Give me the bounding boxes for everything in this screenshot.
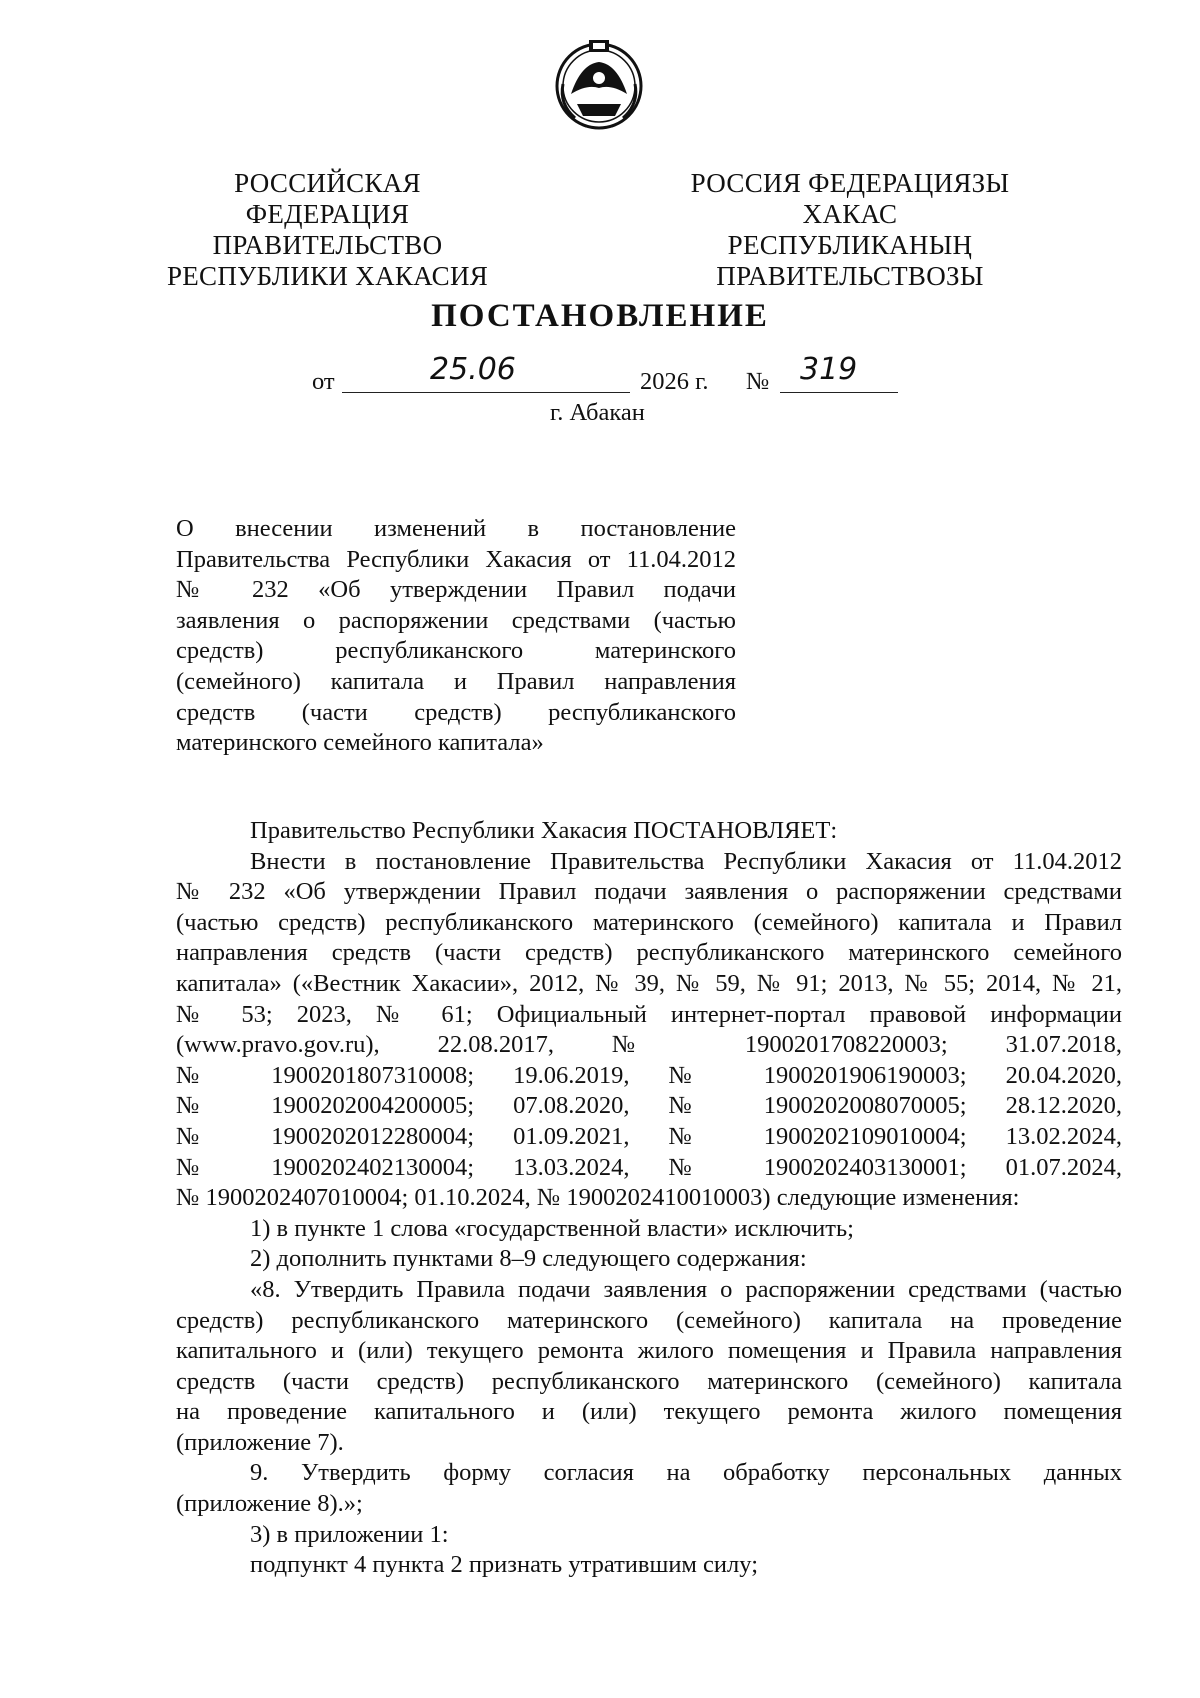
item-line: 2) дополнить пунктами 8–9 следующего содержания:	[250, 1245, 807, 1273]
paragraph-line: капитала» («Вестник Хакасии», 2012, № 39, № 59, № 91; 2013, № 55; 2014, № 21,	[176, 969, 1122, 997]
paragraph-line: № 232 «Об утверждении Правил подачи заявления о распоряжении средствами	[176, 878, 1122, 906]
paragraph-line: Внести в постановление Правительства Республики Хакасия от 11.04.2012	[250, 847, 1122, 875]
header-right-line: ПРАВИТЕЛЬСТВОЗЫ	[716, 261, 984, 291]
paragraph-line: 9. Утвердить форму согласия на обработку персональных данных	[250, 1459, 1122, 1487]
header-right	[680, 168, 1020, 292]
date-prefix: от	[312, 368, 335, 395]
subject-line: Правительства Республики Хакасия от 11.04.2012	[176, 545, 736, 573]
subject-line: средств (части средств) республиканского	[176, 698, 736, 726]
paragraph-line: № 1900201807310008; 19.06.2019, № 1900201906190003; 20.04.2020,	[176, 1061, 1122, 1089]
item-line: подпункт 4 пункта 2 признать утратившим силу;	[250, 1551, 759, 1579]
subject-line: (семейного) капитала и Правил направления	[176, 667, 736, 695]
year-label: 2026 г.	[640, 368, 709, 395]
subject-block	[176, 514, 736, 759]
paragraph-line: № 1900202402130004; 13.03.2024, № 1900202403130001; 01.07.2024,	[176, 1153, 1122, 1181]
paragraph-line: (приложение 7).	[176, 1428, 344, 1456]
number-sign: №	[746, 368, 770, 395]
paragraph-line: средств) республиканского материнского (семейного) капитала на проведение	[176, 1306, 1122, 1334]
paragraph-line: «8. Утвердить Правила подачи заявления о распоряжении средствами (частью	[250, 1275, 1122, 1303]
handwritten-date: 25.06	[430, 352, 516, 387]
paragraph-line: (приложение 8).»;	[176, 1490, 363, 1518]
coat-of-arms-emblem	[551, 34, 647, 134]
document-title: ПОСТАНОВЛЕНИЕ	[431, 298, 769, 334]
paragraph-line: № 1900202012280004; 01.09.2021, № 1900202109010004; 13.02.2024,	[176, 1122, 1122, 1150]
subject-line: О внесении изменений в постановление	[176, 515, 736, 542]
body-text	[176, 816, 1122, 1581]
header-left	[150, 168, 505, 292]
decree-line: Правительство Республики Хакасия ПОСТАНОВЛЯЕТ:	[250, 817, 838, 844]
paragraph-line: направления средств (части средств) республиканского материнского семейного	[176, 939, 1122, 967]
header-left-line: ПРАВИТЕЛЬСТВО	[212, 230, 443, 260]
city-label: г. Абакан	[550, 399, 645, 426]
subject-line: средств) республиканского материнского	[176, 637, 736, 665]
header-left-line: РЕСПУБЛИКИ ХАКАСИЯ	[166, 261, 489, 291]
header-right-line: ХАКАС РЕСПУБЛИКАНЫҢ	[727, 199, 973, 260]
subject-line: заявления о распоряжении средствами (частью	[176, 606, 736, 634]
paragraph-line: № 53; 2023, № 61; Официальный интернет-портал правовой информации	[176, 1000, 1122, 1028]
item-line: 3) в приложении 1:	[250, 1520, 449, 1548]
paragraph-line: (www.pravo.gov.ru), 22.08.2017, № 1900201708220003; 31.07.2018,	[176, 1031, 1122, 1059]
paragraph-line: капитального и (или) текущего ремонта жилого помещения и Правила направления	[176, 1337, 1122, 1365]
subject-line: № 232 «Об утверждении Правил подачи	[176, 576, 736, 604]
paragraph-line: № 1900202004200005; 07.08.2020, № 1900202008070005; 28.12.2020,	[176, 1092, 1122, 1120]
handwritten-number: 319	[800, 352, 858, 387]
paragraph-line: № 1900202407010004; 01.10.2024, № 1900202410010003) следующие изменения:	[176, 1184, 1020, 1212]
paragraph-line: (частью средств) республиканского материнского (семейного) капитала и Правил	[176, 908, 1122, 936]
header-right-line: РОССИЯ ФЕДЕРАЦИЯЗЫ	[690, 168, 1010, 198]
item-line: 1) в пункте 1 слова «государственной власти» исключить;	[250, 1214, 854, 1242]
paragraph-line: на проведение капитального и (или) текущего ремонта жилого помещения	[176, 1398, 1122, 1426]
header-left-line: РОССИЙСКАЯ ФЕДЕРАЦИЯ	[234, 168, 421, 229]
paragraph-line: средств (части средств) республиканского материнского (семейного) капитала	[176, 1367, 1122, 1395]
subject-line: материнского семейного капитала»	[176, 729, 544, 757]
